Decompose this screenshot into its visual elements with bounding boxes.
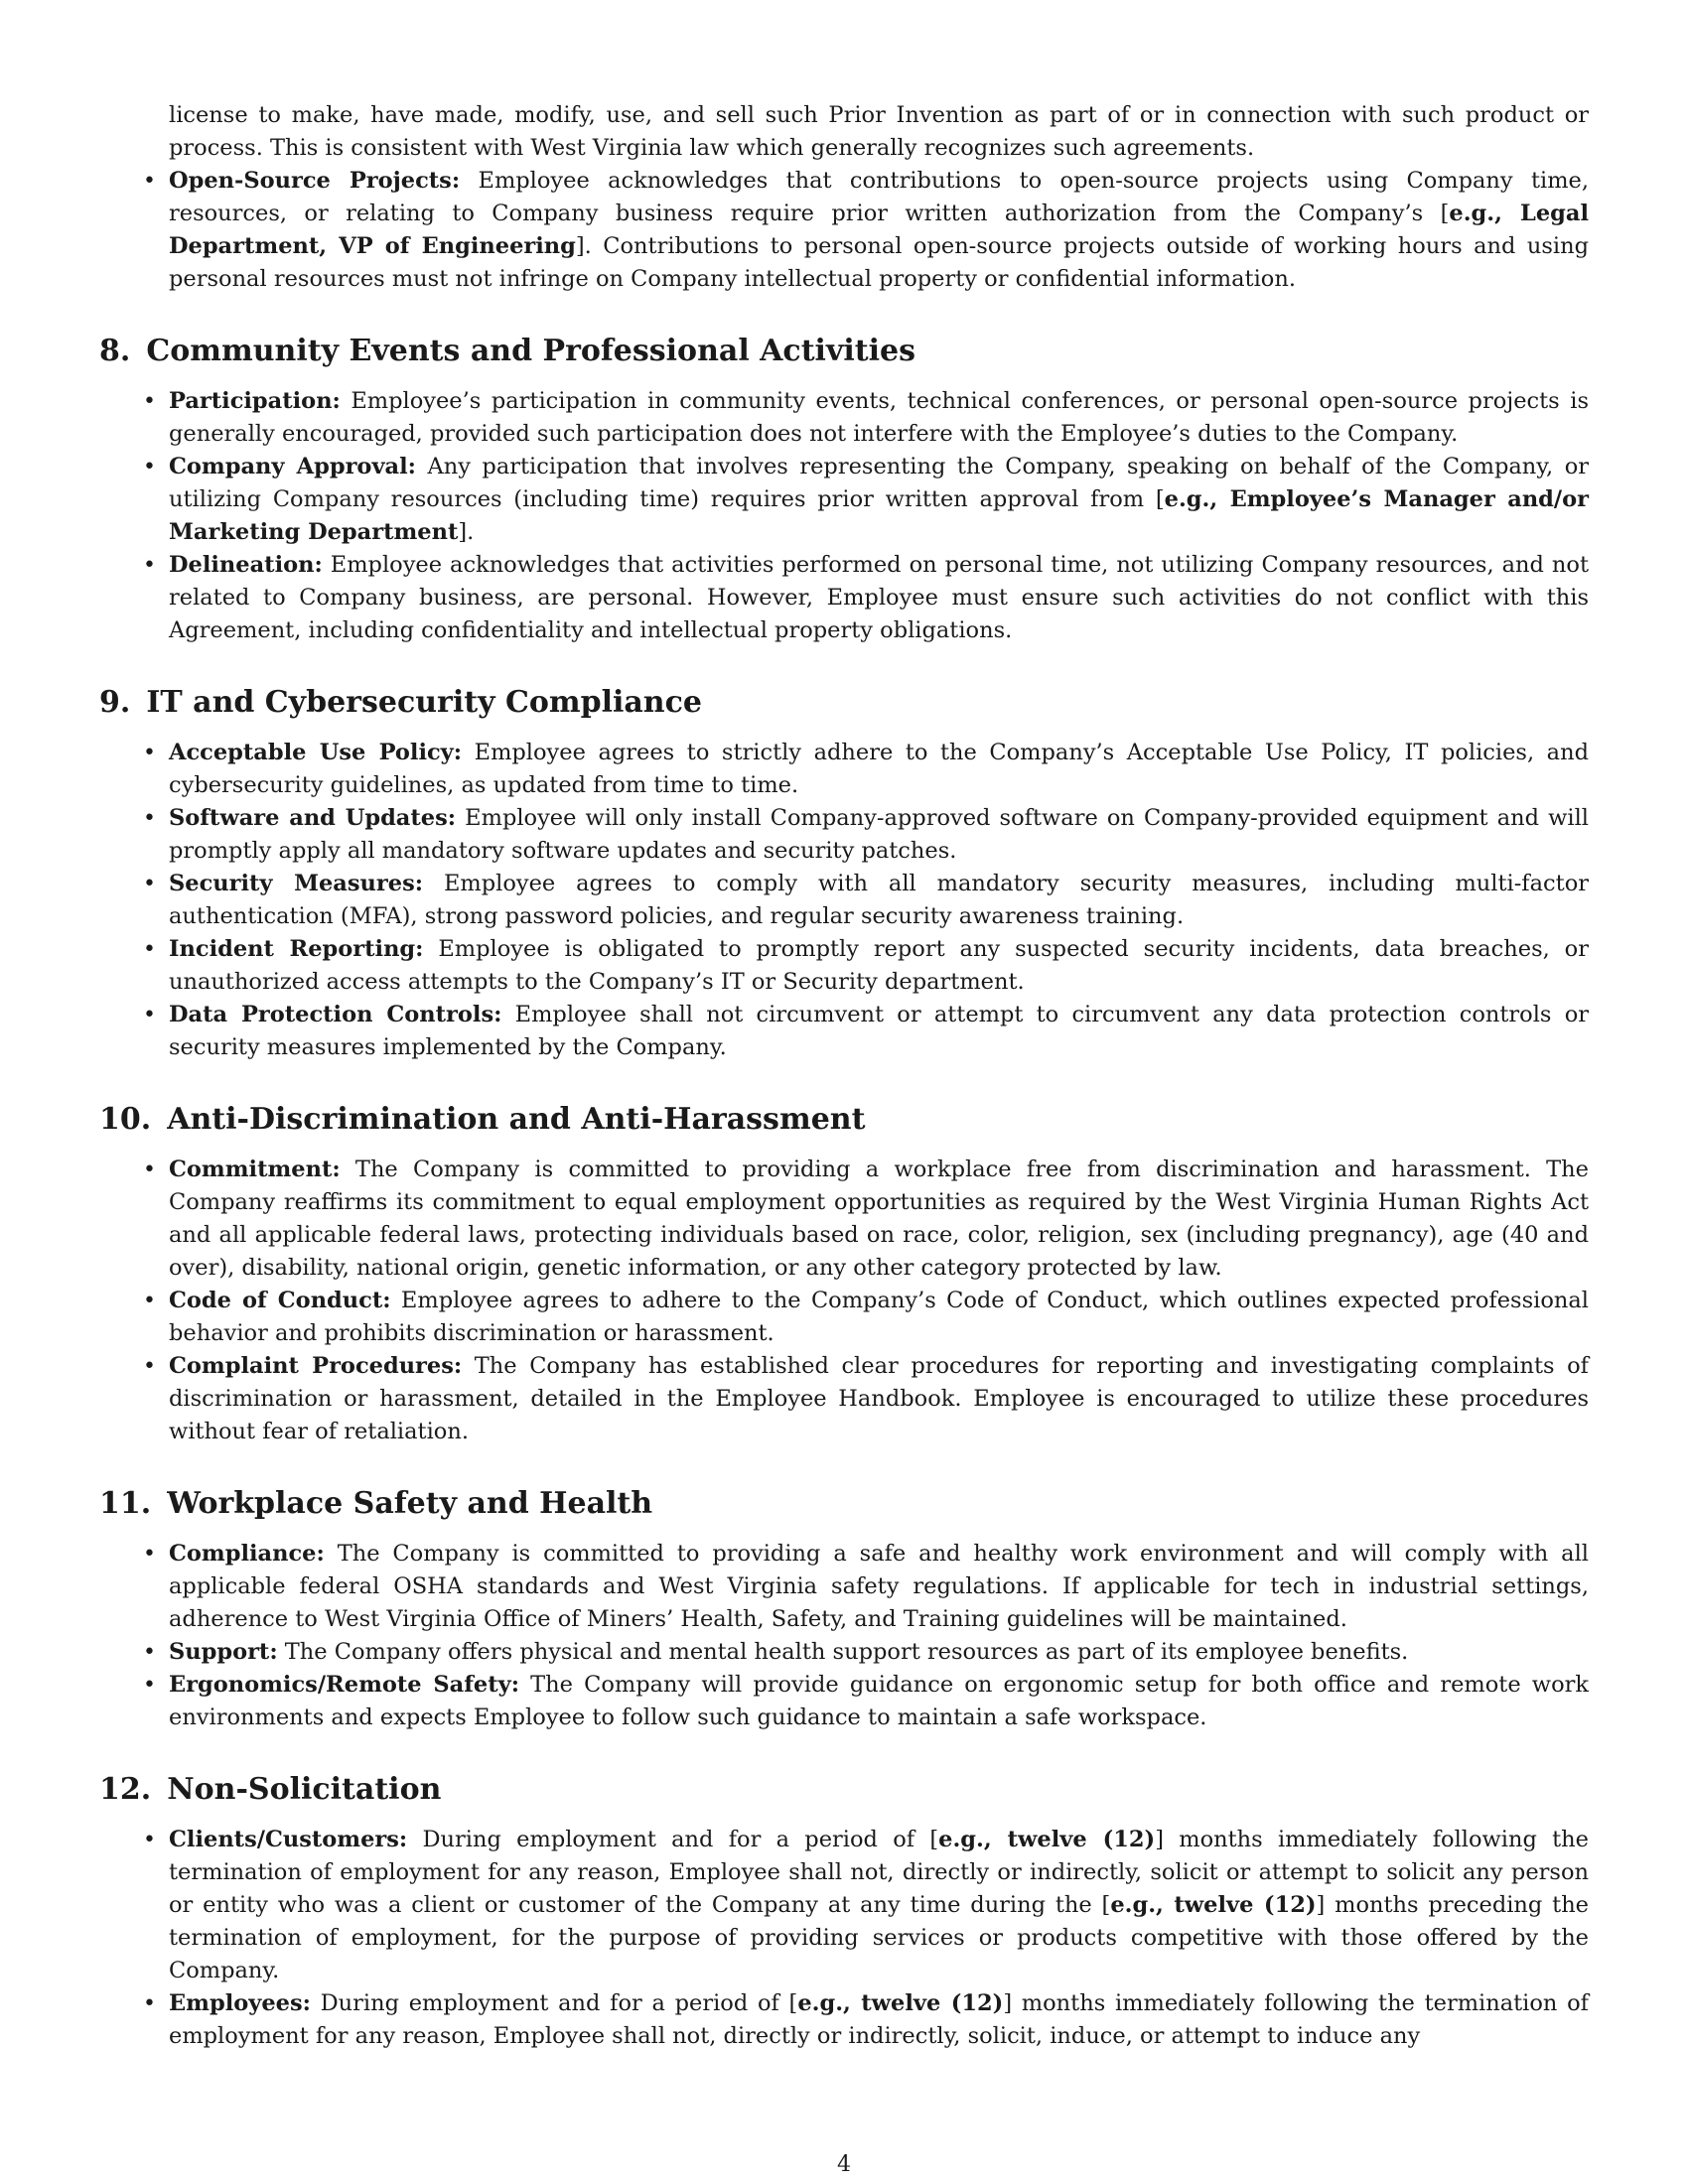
bullet-icon: •	[143, 1640, 156, 1665]
bullet-icon: •	[143, 553, 156, 578]
item-placeholder: e.g., Legal Department, VP of Engineering	[169, 201, 1590, 259]
section-heading-9: 9. IT and Cybersecurity Compliance	[99, 685, 702, 720]
bullet-icon: •	[143, 169, 156, 194]
list-item: • Complaint Procedures: The Company has established clear procedures for reporting and investigating complaints of discrimination or harassment, detailed in the Employee Handbook. Employee is encouraged to utilize these procedures without fear of retaliation.	[169, 1350, 1589, 1448]
bullet-icon: •	[143, 937, 156, 962]
section-list-8	[99, 385, 1589, 647]
intro-list	[99, 165, 1589, 296]
list-item: • Ergonomics/Remote Safety: The Company will provide guidance on ergonomic setup for both office and remote work environments and expects Employee to follow such guidance to maintain a safe workspace.	[169, 1669, 1589, 1734]
page-number: 4	[837, 2152, 851, 2177]
list-item: • Participation: Employee’s participation in community events, technical conferences, or personal open-source projects is generally encouraged, provided such participation does not interfere with the Employee’s duties to the Company.	[169, 385, 1589, 451]
section-list-12	[99, 1824, 1589, 2053]
section-heading-12: 12. Non-Solicitation	[99, 1772, 442, 1807]
bullet-icon: •	[143, 1991, 156, 2016]
document-page	[99, 99, 1589, 2144]
section-heading-8: 8. Community Events and Professional Activities	[99, 334, 916, 368]
prior-invention-continuation: license to make, have made, modify, use, and sell such Prior Invention as part of or in connection with such product or process. This is consistent with West Virginia law which generally recognizes such agreements.	[169, 102, 1589, 161]
section-heading-11: 11. Workplace Safety and Health	[99, 1486, 653, 1521]
list-item-employees: • Employees: During employment and for a period of [e.g., twelve (12)] months immediately following the termination of employment for any reason, Employee shall not, directly or indirectly, solicit, induce, or attempt to induce any	[169, 1987, 1589, 2053]
bullet-icon: •	[143, 389, 156, 414]
list-item-clients: • Clients/Customers: During employment and for a period of [e.g., twelve (12)] months immediately following the termination of employment for any reason, Employee shall not, directly or indirectly, solicit or attempt to solicit any person or entity who was a client or customer of the Company at any time during the [e.g., twelve (12)] months preceding the termination of employment, for the purpose of providing services or products competitive with those offered by the Company.	[169, 1824, 1589, 1987]
list-item: • Security Measures: Employee agrees to comply with all mandatory security measures, including multi-factor authentication (MFA), strong password policies, and regular security awareness training.	[169, 868, 1589, 933]
document-body	[99, 99, 1589, 2053]
section-list-9	[99, 737, 1589, 1064]
list-item: • Support: The Company offers physical and mental health support resources as part of its employee benefits.	[169, 1636, 1589, 1669]
list-item: • Acceptable Use Policy: Employee agrees to strictly adhere to the Company’s Acceptable Use Policy, IT policies, and cybersecurity guidelines, as updated from time to time.	[169, 737, 1589, 802]
bullet-icon: •	[143, 1289, 156, 1313]
bullet-icon: •	[143, 1354, 156, 1379]
item-label: Open-Source Projects:	[169, 168, 461, 194]
list-item: • Incident Reporting: Employee is obligated to promptly report any suspected security incidents, data breaches, or unauthorized access attempts to the Company’s IT or Security department.	[169, 933, 1589, 999]
bullet-icon: •	[143, 1542, 156, 1567]
item-text: Employee acknowledges that contributions to open-source projects using Company time, resources, or relating to Company business require prior written authorization from the Company’s [	[169, 168, 1590, 226]
bullet-icon: •	[143, 741, 156, 765]
section-list-10	[99, 1154, 1589, 1448]
list-item: • Compliance: The Company is committed to providing a safe and healthy work environment and will comply with all applicable federal OSHA standards and West Virginia safety regulations. If applicable for tech in industrial settings, adherence to West Virginia Office of Miners’ Health, Safety, and Training guidelines will be maintained.	[169, 1538, 1589, 1636]
bullet-icon: •	[143, 872, 156, 896]
item-text-end: ]. Contributions to personal open-source projects outside of working hours and using personal resources must not infringe on Company intellectual property or confidential information.	[169, 233, 1589, 292]
bullet-icon: •	[143, 1003, 156, 1027]
bullet-icon: •	[143, 455, 156, 479]
section-heading-10: 10. Anti-Discrimination and Anti-Harassment	[99, 1102, 866, 1137]
list-item: • Data Protection Controls: Employee shall not circumvent or attempt to circumvent any data protection controls or security measures implemented by the Company.	[169, 999, 1589, 1064]
list-item: • Company Approval: Any participation that involves representing the Company, speaking on behalf of the Company, or utilizing Company resources (including time) requires prior written approval from [e.g., Employee’s Manager and/or Marketing Department].	[169, 451, 1589, 549]
list-item: • Delineation: Employee acknowledges that activities performed on personal time, not utilizing Company resources, and not related to Company business, are personal. However, Employee must ensure such activities do not conflict with this Agreement, including confidentiality and intellectual property obligations.	[169, 549, 1589, 647]
list-item-open-source	[143, 165, 1590, 296]
list-item: • Code of Conduct: Employee agrees to adhere to the Company’s Code of Conduct, which outlines expected professional behavior and prohibits discrimination or harassment.	[169, 1285, 1589, 1350]
bullet-icon: •	[143, 1158, 156, 1182]
list-item: • Commitment: The Company is committed to providing a workplace free from discrimination and harassment. The Company reaffirms its commitment to equal employment opportunities as required by the West Virginia Human Rights Act and all applicable federal laws, protecting individuals based on race, color, religion, sex (including pregnancy), age (40 and over), disability, national origin, genetic information, or any other category protected by law.	[169, 1154, 1589, 1285]
bullet-icon: •	[143, 806, 156, 831]
bullet-icon: •	[143, 1828, 156, 1852]
section-list-11	[99, 1538, 1589, 1734]
list-item: • Software and Updates: Employee will only install Company-approved software on Company-provided equipment and will promptly apply all mandatory software updates and security patches.	[169, 802, 1589, 868]
bullet-icon: •	[143, 1673, 156, 1698]
